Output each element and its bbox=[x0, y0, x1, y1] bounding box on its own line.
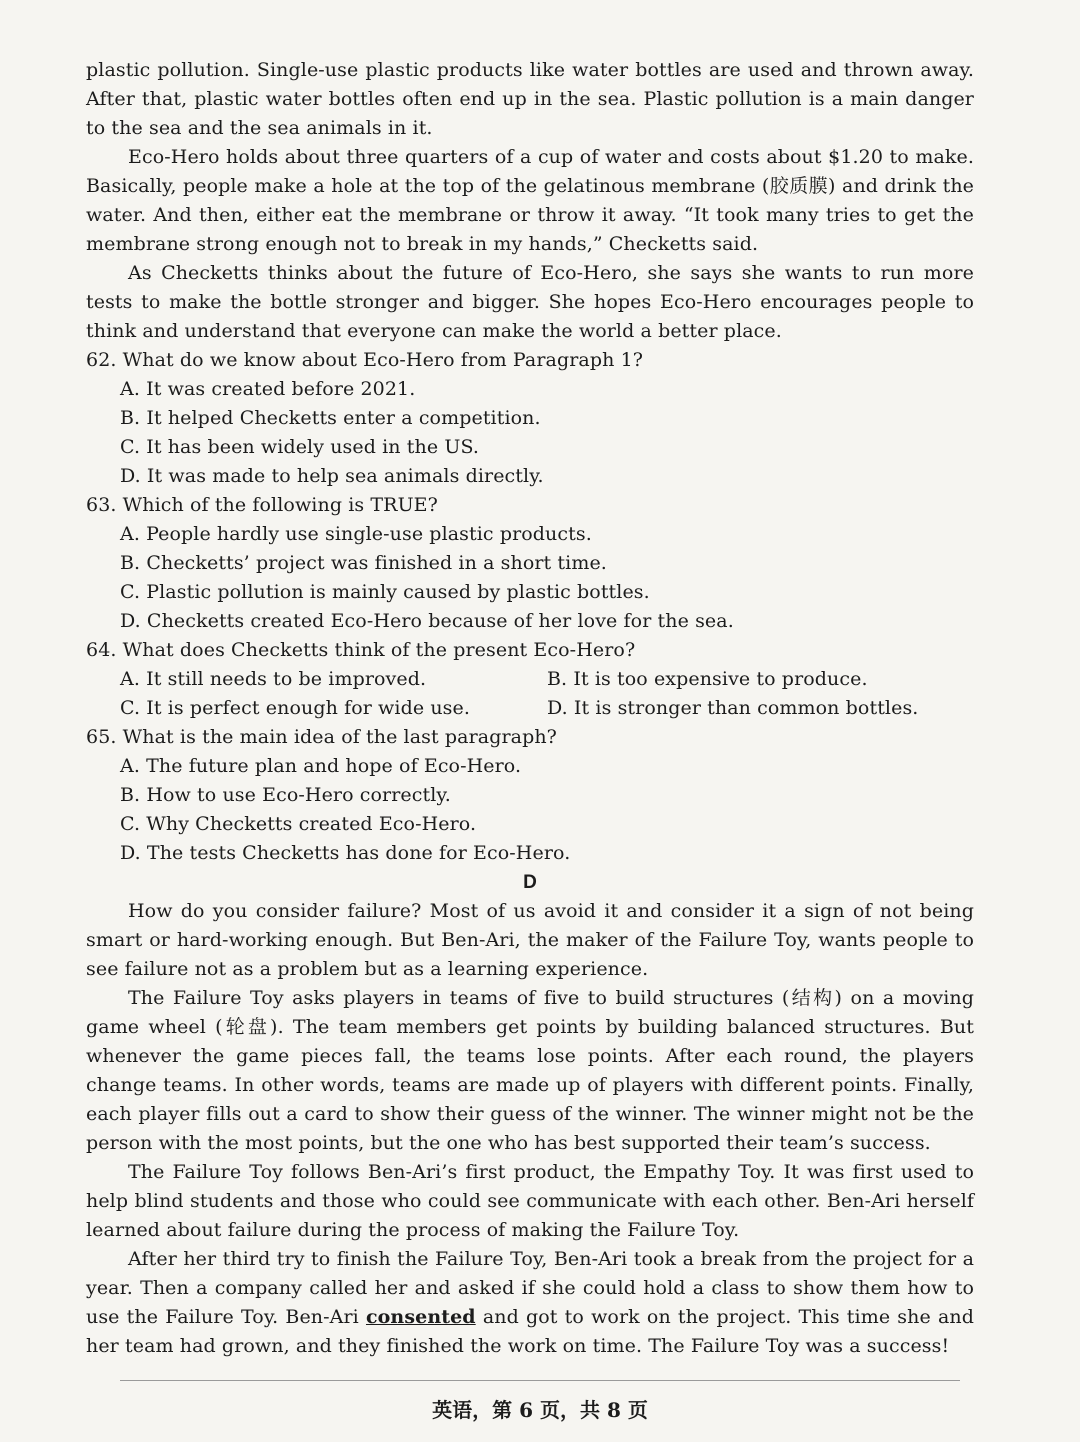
passage-d-paragraph-4 bbox=[86, 1245, 974, 1361]
passage-c-paragraph-1: plastic pollution. Single-use plastic products like water bottles are used and thrown away. After that, plastic water bottles often end up in the sea. Plastic pollution is a main danger to the sea and the sea animals in it. bbox=[86, 59, 974, 139]
option-c: C. Why Checketts created Eco-Hero. bbox=[120, 813, 477, 835]
paragraph-text-before: After her third try to finish the Failure Toy, Ben-Ari took a break from the project for a year. Then a company called her and asked if she could hold a class to show them how to use the Failure Toy. Ben-Ari bbox=[86, 1248, 974, 1328]
option-c: C. Plastic pollution is mainly caused by plastic bottles. bbox=[120, 581, 650, 603]
question-stem: 65. What is the main idea of the last paragraph? bbox=[86, 726, 557, 748]
option-d: D. Checketts created Eco-Hero because of her love for the sea. bbox=[120, 610, 734, 632]
question-65 bbox=[86, 723, 974, 868]
option-d: D. It is stronger than common bottles. bbox=[547, 697, 919, 719]
option-a: A. People hardly use single-use plastic products. bbox=[120, 523, 592, 545]
passage-d-paragraph-2: The Failure Toy asks players in teams of five to build structures (结构) on a moving game wheel (轮盘). The team members get points by building balanced structures. But whenever the game pieces fall, the teams lose points. After each round, the players change teams. In other words, teams are made up of players with different points. Finally, each player fills out a card to show their guess of the winner. The winner might not be the person with the most points, but the one who has best supported their team’s success. bbox=[86, 987, 974, 1154]
passage-c-paragraph-3: As Checketts thinks about the future of Eco-Hero, she says she wants to run more tests to make the bottle stronger and bigger. She hopes Eco-Hero encourages people to think and understand that everyone can make the world a better place. bbox=[86, 262, 974, 342]
option-b: B. It helped Checketts enter a competition. bbox=[120, 407, 541, 429]
passage-d-paragraph-1: How do you consider failure? Most of us avoid it and consider it a sign of not being smart or hard-working enough. But Ben-Ari, the maker of the Failure Toy, wants people to see failure not as a problem but as a learning experience. bbox=[86, 900, 974, 980]
passage-d-paragraph-3: The Failure Toy follows Ben-Ari’s first product, the Empathy Toy. It was first used to help blind students and those who could see communicate with each other. Ben-Ari herself learned about failure during the process of making the Failure Toy. bbox=[86, 1161, 974, 1241]
question-stem: 63. Which of the following is TRUE? bbox=[86, 494, 438, 516]
passage-c-paragraph-2: Eco-Hero holds about three quarters of a cup of water and costs about $1.20 to make. Basically, people make a hole at the top of the gelatinous membrane (胶质膜) and drink the water. And then, either eat the membrane or throw it away. “It took many tries to get the membrane strong enough not to break in my hands,” Checketts said. bbox=[86, 146, 974, 255]
underlined-keyword: consented bbox=[365, 1306, 476, 1328]
option-b: B. How to use Eco-Hero correctly. bbox=[120, 784, 451, 806]
question-stem: 64. What does Checketts think of the present Eco-Hero? bbox=[86, 639, 636, 661]
option-row bbox=[120, 694, 974, 723]
option-c: C. It has been widely used in the US. bbox=[120, 436, 480, 458]
option-c: C. It is perfect enough for wide use. bbox=[120, 697, 471, 719]
question-stem: 62. What do we know about Eco-Hero from Paragraph 1? bbox=[86, 349, 644, 371]
question-62 bbox=[86, 346, 974, 491]
option-a: A. The future plan and hope of Eco-Hero. bbox=[120, 755, 522, 777]
option-a: A. It still needs to be improved. bbox=[120, 668, 427, 690]
footer-divider bbox=[120, 1380, 960, 1381]
option-row bbox=[120, 665, 974, 694]
option-d: D. It was made to help sea animals directly. bbox=[120, 465, 544, 487]
option-d: D. The tests Checketts has done for Eco-Hero. bbox=[120, 842, 571, 864]
question-63 bbox=[86, 491, 974, 636]
page-footer: 英语，第 6 页，共 8 页 bbox=[432, 1398, 648, 1422]
option-b: B. Checketts’ project was finished in a short time. bbox=[120, 552, 607, 574]
question-64 bbox=[86, 636, 974, 723]
option-b: B. It is too expensive to produce. bbox=[547, 668, 868, 690]
option-a: A. It was created before 2021. bbox=[120, 378, 416, 400]
section-letter: D bbox=[523, 872, 537, 893]
paragraph-text-after: and got to work on the project. This time she and her team had grown, and they finished the work on time. The Failure Toy was a success! bbox=[86, 1306, 974, 1357]
